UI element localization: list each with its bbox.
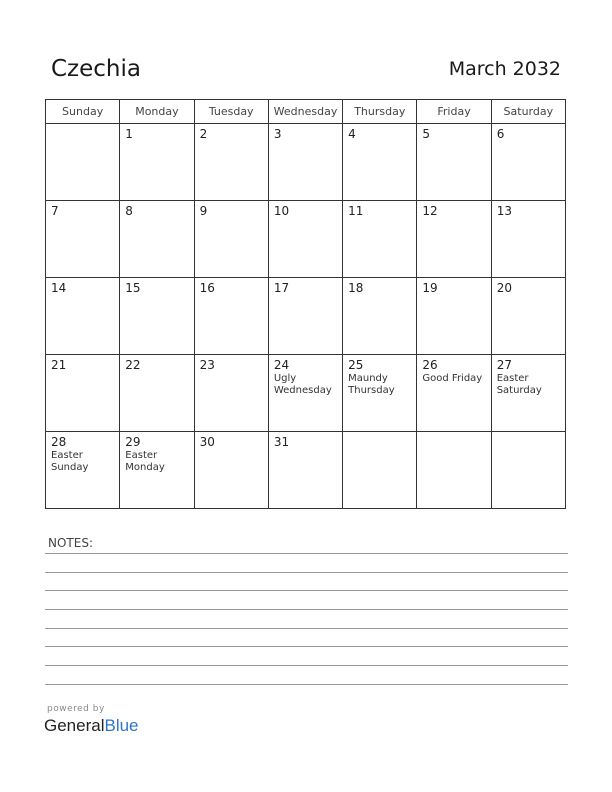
- day-number: 8: [125, 204, 133, 218]
- holiday-label: Maundy Thursday: [348, 373, 395, 396]
- day-number: 28: [51, 435, 67, 449]
- calendar-body: [46, 124, 566, 509]
- day-number: 27: [496, 358, 512, 372]
- weekday-header: Wednesday: [268, 100, 342, 124]
- day-number: 2: [199, 127, 208, 141]
- day-number: 9: [199, 204, 208, 218]
- calendar-day-cell: [343, 355, 417, 432]
- day-number: 4: [348, 127, 356, 141]
- day-number: 31: [273, 435, 290, 449]
- calendar-day-cell: [194, 201, 268, 278]
- weekday-header: Thursday: [343, 100, 417, 124]
- calendar-day-cell: [491, 355, 565, 432]
- weekday-header: Sunday: [46, 100, 120, 124]
- calendar-week-row: [46, 201, 566, 278]
- calendar-day-cell: [343, 278, 417, 355]
- day-number: 6: [496, 127, 505, 141]
- day-number: 29: [125, 435, 141, 449]
- calendar-month-title: March 2032: [448, 58, 561, 80]
- day-number: 17: [273, 281, 290, 295]
- brand-name-blue: Blue: [104, 716, 139, 735]
- day-number: 15: [125, 281, 141, 295]
- day-number: 16: [199, 281, 215, 295]
- day-number: 13: [496, 204, 512, 218]
- calendar-grid: [45, 99, 566, 509]
- day-number: 14: [51, 281, 67, 295]
- calendar-day-cell: [120, 278, 194, 355]
- holiday-label: Easter Saturday: [496, 373, 542, 396]
- day-number: 20: [496, 281, 512, 295]
- calendar-day-cell: [120, 355, 194, 432]
- day-number: 26: [422, 358, 438, 372]
- holiday-label: Easter Monday: [125, 450, 165, 473]
- day-number: 22: [125, 358, 141, 372]
- day-number: 23: [199, 358, 215, 372]
- note-line: [45, 572, 568, 573]
- calendar-day-cell: [417, 124, 491, 201]
- calendar-day-cell: [194, 278, 268, 355]
- day-number: 7: [51, 204, 59, 218]
- calendar-day-cell: [268, 355, 342, 432]
- calendar-day-cell: [46, 201, 120, 278]
- calendar-day-cell: [343, 124, 417, 201]
- holiday-label: Easter Sunday: [51, 450, 89, 473]
- note-line: [45, 646, 568, 647]
- brand-name-general: General: [44, 716, 105, 735]
- weekday-header: Monday: [120, 100, 194, 124]
- day-number: 21: [51, 358, 67, 372]
- calendar-week-row: [46, 432, 566, 509]
- day-number: 12: [422, 204, 438, 218]
- calendar-day-cell: [46, 432, 120, 509]
- note-line: [45, 628, 568, 629]
- calendar-day-cell: [120, 432, 194, 509]
- calendar-country-title: Czechia: [51, 56, 141, 82]
- note-line: [45, 684, 568, 685]
- day-number: 18: [348, 281, 364, 295]
- calendar-day-cell: [268, 432, 342, 509]
- note-line: [45, 609, 568, 610]
- calendar-day-cell: [491, 124, 565, 201]
- note-line: [45, 553, 568, 554]
- calendar-week-row: [46, 278, 566, 355]
- note-line: [45, 590, 568, 591]
- calendar-day-cell: [417, 432, 491, 509]
- day-number: 3: [273, 127, 282, 141]
- calendar-day-cell: [491, 201, 565, 278]
- notes-label: NOTES:: [48, 536, 93, 550]
- day-number: 30: [199, 435, 215, 449]
- brand-logo[interactable]: [44, 716, 139, 736]
- calendar-day-cell: [46, 124, 120, 201]
- day-number: 10: [273, 204, 290, 218]
- day-number: 25: [348, 358, 364, 372]
- calendar-day-cell: [268, 278, 342, 355]
- note-line: [45, 665, 568, 666]
- day-number: 24: [273, 358, 290, 372]
- calendar-day-cell: [120, 124, 194, 201]
- holiday-label: Good Friday: [422, 373, 483, 384]
- calendar-day-cell: [491, 432, 565, 509]
- powered-by-text: powered by: [47, 704, 105, 714]
- calendar-day-cell: [491, 278, 565, 355]
- calendar-day-cell: [46, 355, 120, 432]
- weekday-header: Friday: [417, 100, 491, 124]
- calendar-day-cell: [417, 201, 491, 278]
- calendar-day-cell: [268, 201, 342, 278]
- calendar-week-row: [46, 124, 566, 201]
- calendar-day-cell: [120, 201, 194, 278]
- calendar-day-cell: [417, 355, 491, 432]
- weekday-header: Tuesday: [194, 100, 268, 124]
- calendar-day-cell: [194, 124, 268, 201]
- weekday-header-row: [46, 100, 566, 124]
- calendar-day-cell: [268, 124, 342, 201]
- calendar-day-cell: [343, 201, 417, 278]
- day-number: 1: [125, 127, 133, 141]
- calendar-day-cell: [343, 432, 417, 509]
- day-number: 5: [422, 127, 431, 141]
- holiday-label: Ugly Wednesday: [273, 373, 332, 396]
- calendar-day-cell: [194, 432, 268, 509]
- day-number: 11: [348, 204, 364, 218]
- weekday-header: Saturday: [491, 100, 565, 124]
- calendar-day-cell: [417, 278, 491, 355]
- calendar-day-cell: [46, 278, 120, 355]
- calendar-week-row: [46, 355, 566, 432]
- day-number: 19: [422, 281, 438, 295]
- calendar-day-cell: [194, 355, 268, 432]
